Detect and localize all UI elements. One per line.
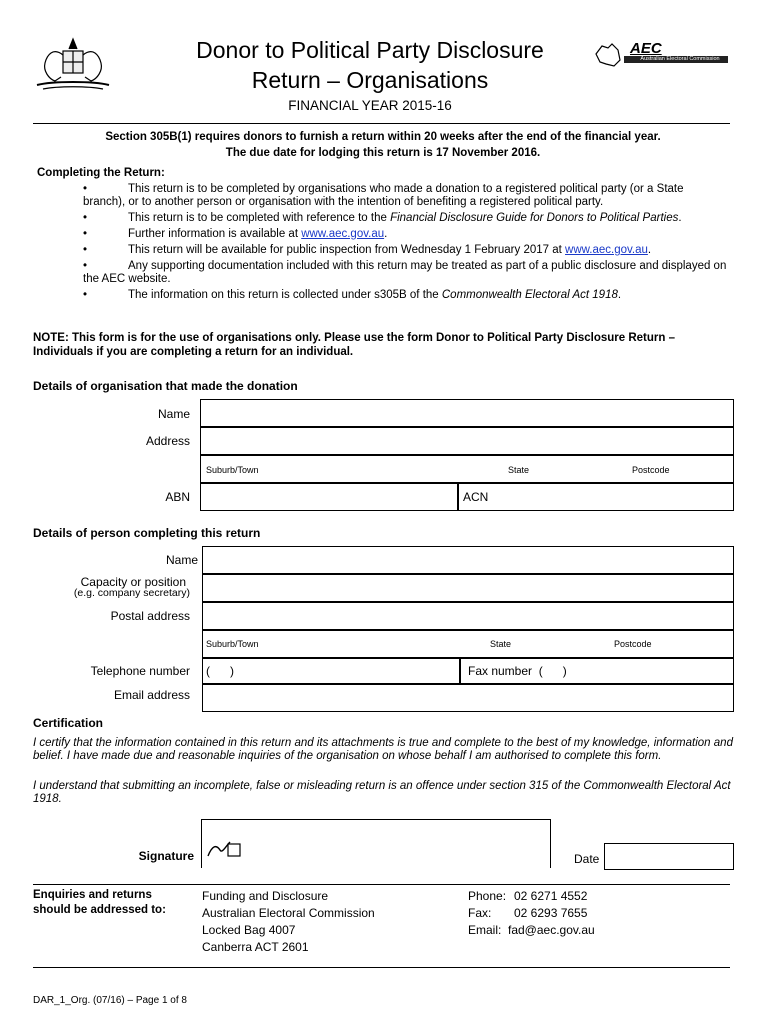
pen-signature-icon [206,836,242,860]
note-text: NOTE: This form is for the use of organisations only. Please use the form Donor to Political Party Disclosure Return – Individuals if you are completing a return for an individual. [33,332,675,358]
bullet-text-end: . [617,289,622,301]
org-suburb-label: Suburb/Town [206,465,259,475]
org-address-field[interactable] [200,427,734,455]
person-capacity-sublabel: (e.g. company secretary) [73,587,190,599]
enquiries-heading-line-1: Enquiries and returns [33,889,152,901]
enquiries-address [202,888,375,956]
date-label: Date [574,852,600,866]
email-value: fad@aec.gov.au [508,923,595,937]
certification-heading: Certification [33,716,104,730]
person-suburb-row[interactable] [202,630,734,658]
org-name-label: Name [157,407,190,421]
financial-year: FINANCIAL YEAR 2015-16 [288,98,452,113]
certification-para-1: I certify that the information contained in this return and its attachments is true and complete to the best of my knowledge, information and belief. I have made due and reasonable inquiries of the organisation on whose behalf I am authorised to complete this form. [33,737,733,762]
fax-value: 02 6293 7655 [514,906,588,920]
person-email-field[interactable] [202,684,734,712]
divider [33,123,730,124]
org-state-label: State [508,465,530,475]
person-suburb-label: Suburb/Town [206,639,259,649]
completing-bullet-item [83,212,728,225]
bullet-dot: • [83,289,88,301]
certification-para-2: I understand that submitting an incomplete, false or misleading return is an offence under section 315 of the Commonwealth Electoral Act 1918. [33,780,731,805]
person-phone-prefix: ( ) [206,664,234,678]
person-phone-field[interactable] [202,658,460,684]
person-postcode-label: Postcode [614,639,652,649]
org-acn-field[interactable] [458,483,734,511]
aec-website-link[interactable]: www.aec.gov.au [565,244,648,256]
bullet-text-end: . [384,228,388,240]
aec-logo-icon [594,40,730,70]
org-acn-label: ACN [463,490,489,504]
bullet-text-end: . [678,212,682,224]
completing-bullet-item [83,228,728,241]
footer-text: DAR_1_Org. (07/16) – Page 1 of 8 [33,995,187,1006]
bullet-italic-text: Commonwealth Electoral Act 1918 [441,289,618,301]
person-fax-label: Fax number ( ) [468,664,567,678]
address-line: Australian Electoral Commission [202,906,375,920]
org-abn-label: ABN [165,490,190,504]
person-name-field[interactable] [202,546,734,574]
intro-line-2: The due date for lodging this return is 17 November 2016. [225,147,541,159]
enquiries-contact [468,888,595,939]
aec-website-link[interactable]: www.aec.gov.au [301,228,385,240]
person-phone-label: Telephone number [90,664,190,678]
bullet-dot: • [83,183,88,195]
person-postal-label: Postal address [110,609,190,623]
completing-heading: Completing the Return: [37,167,165,179]
bullet-text-end: . [647,244,652,256]
intro-line-1: Section 305B(1) requires donors to furnish a return within 20 weeks after the end of the financial year. [105,131,661,143]
person-capacity-field[interactable] [202,574,734,602]
enquiries-heading-line-2: should be addressed to: [33,904,166,916]
bullet-text: Any supporting documentation included with this return may be treated as part of a public disclosure and displayed on the AEC website. [83,260,727,285]
completing-bullet-item [83,183,728,209]
bullet-dot: • [83,244,88,256]
person-postal-field[interactable] [202,602,734,630]
divider [33,967,730,968]
bullet-italic-text: Financial Disclosure Guide for Donors to Political Parties [390,212,679,224]
title-line-2: Return – Organisations [251,67,489,93]
page-title [140,35,600,95]
bullet-text: This return is to be completed by organisations who made a donation to a registered political party (or a State branch), or to another person or organisation with the intention of benefiting a registered political party. [83,183,684,208]
phone-label: Phone: [468,889,507,903]
person-capacity-label: Capacity or position [80,575,186,589]
fax-label: Fax: [468,906,492,920]
org-address-label: Address [145,434,190,448]
enquiries-heading [33,888,166,918]
bullet-text: This return is to be completed with reference to the [128,212,391,224]
bullet-dot: • [83,228,88,240]
address-line: Funding and Disclosure [202,889,329,903]
address-line: Canberra ACT 2601 [202,940,309,954]
bullet-text: The information on this return is collected under s305B of the [128,289,442,301]
org-postcode-label: Postcode [632,465,670,475]
title-line-1: Donor to Political Party Disclosure [196,37,544,63]
completing-bullet-list [83,183,728,305]
person-state-label: State [490,639,512,649]
signature-box[interactable] [201,819,551,868]
coat-of-arms-icon [33,33,113,95]
divider [33,884,730,885]
org-abn-field[interactable] [200,483,458,511]
completing-bullet-item [83,289,728,302]
person-name-label: Name [165,553,198,567]
address-line: Locked Bag 4007 [202,923,296,937]
org-name-field[interactable] [200,399,734,427]
phone-value: 02 6271 4552 [514,889,588,903]
person-section-heading: Details of person completing this return [33,526,261,540]
completing-bullet-item [83,244,728,257]
bullet-dot: • [83,260,88,272]
bullet-text: Further information is available at [128,228,302,240]
completing-bullet-item [83,260,728,286]
date-field[interactable] [604,843,734,870]
aec-logo-text: AEC [630,40,662,57]
person-email-label: Email address [113,688,190,702]
signature-label: Signature [138,849,194,863]
aec-logo-subtext: Australian Electoral Commission [640,56,720,62]
email-label: Email: [468,923,502,937]
bullet-dot: • [83,212,88,224]
bullet-text: This return will be available for public inspection from Wednesday 1 February 2017 at [128,244,566,256]
org-section-heading: Details of organisation that made the donation [33,379,298,393]
